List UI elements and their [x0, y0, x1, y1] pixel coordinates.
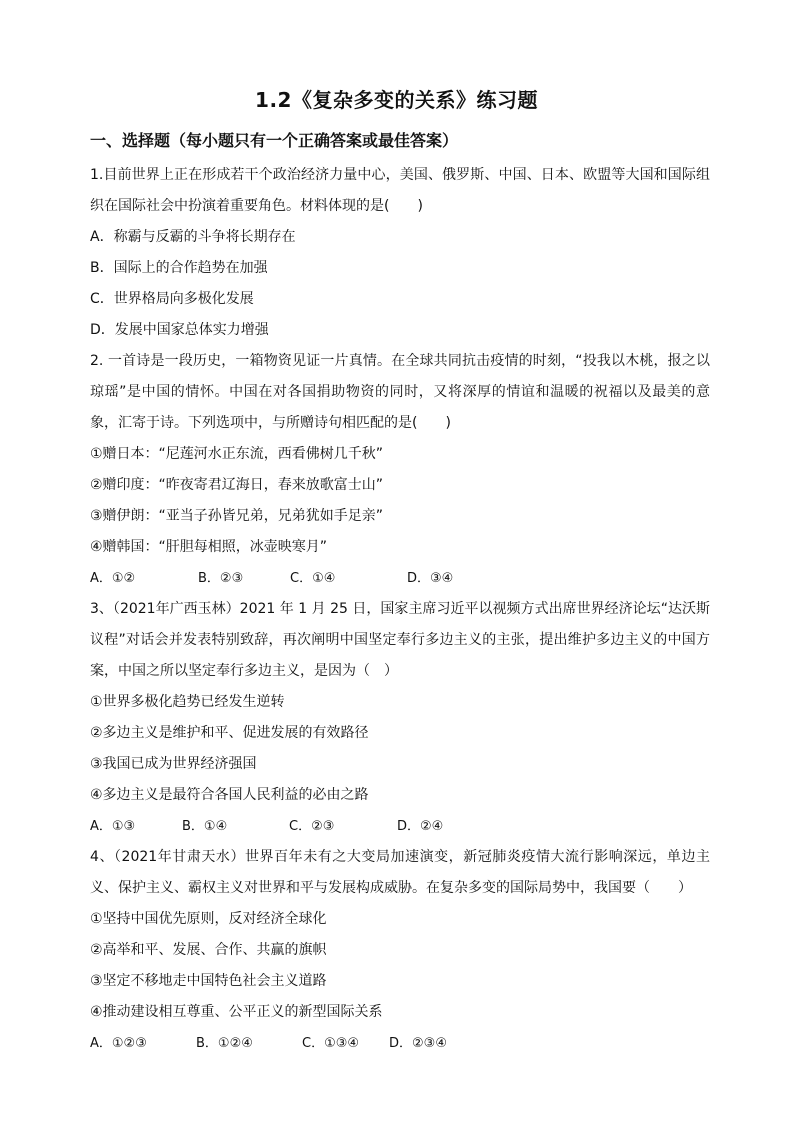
question-4-stem: 4、（2021年甘肃天水）世界百年未有之大变局加速演变，新冠肺炎疫情大流行影响深远，单边主义、保护主义、霸权主义对世界和平与发展构成威胁。在复杂多变的国际局势中，我国要（ ）: [90, 849, 710, 896]
question-2-option-c: C．①④: [290, 571, 336, 586]
question-2-option-b: B．②③: [198, 571, 244, 586]
question-3-options: [90, 811, 710, 842]
question-4: [90, 842, 710, 1059]
question-4-statement-4: ④推动建设相互尊重、公平正义的新型国际关系: [90, 1004, 383, 1020]
question-1-option-c: C．世界格局向多极化发展: [90, 291, 254, 307]
question-1-stem: 1.目前世界上正在形成若干个政治经济力量中心，美国、俄罗斯、中国、日本、欧盟等大国和国际组织在国际社会中扮演着重要角色。材料体现的是( ): [90, 167, 710, 214]
question-2-statement-4: ④赠韩国：“肝胆每相照，冰壶映寒月”: [90, 539, 328, 555]
question-3-statement-2: ②多边主义是维护和平、促进发展的有效路径: [90, 725, 369, 741]
question-4-statement-1: ①坚持中国优先原则，反对经济全球化: [90, 911, 327, 927]
question-3-statement-3: ③我国已成为世界经济强国: [90, 756, 257, 772]
question-2-statement-1: ①赠日本：“尼莲河水正东流，西看佛树几千秋”: [90, 446, 384, 462]
question-2-stem: 2. 一首诗是一段历史，一箱物资见证一片真情。在全球共同抗击疫情的时刻，“投我以木桃，报之以琼瑶”是中国的情怀。中国在对各国捐助物资的同时，又将深厚的情谊和温暖的祝福以及最美的意象，汇寄于诗。下列选项中，与所赠诗句相匹配的是( ): [90, 353, 710, 431]
question-4-options: [90, 1028, 710, 1059]
question-4-option-b: B．①②④: [196, 1036, 253, 1051]
question-2-option-a: A．①②: [90, 571, 136, 586]
question-4-option-d: D．②③④: [389, 1036, 447, 1051]
question-3-option-a: A．①③: [90, 819, 136, 834]
question-2-option-d: D．③④: [407, 571, 454, 586]
question-1: [90, 160, 710, 346]
question-4-statement-2: ②高举和平、发展、合作、共赢的旗帜: [90, 942, 327, 958]
question-1-option-a: A．称霸与反霸的斗争将长期存在: [90, 229, 296, 245]
question-3-statement-4: ④多边主义是最符合各国人民利益的必由之路: [90, 787, 369, 803]
question-2-statement-2: ②赠印度：“昨夜寄君辽海日，春来放歌富士山”: [90, 477, 384, 493]
question-3-statement-1: ①世界多极化趋势已经发生逆转: [90, 694, 285, 710]
question-3-option-d: D．②④: [397, 819, 444, 834]
question-list: [90, 160, 710, 1059]
question-3: [90, 594, 710, 842]
question-4-statement-3: ③坚定不移地走中国特色社会主义道路: [90, 973, 327, 989]
question-2: [90, 346, 710, 594]
question-2-statement-3: ③赠伊朗：“亚当子孙皆兄弟，兄弟犹如手足亲”: [90, 508, 384, 524]
question-4-option-a: A．①②③: [90, 1036, 147, 1051]
question-1-option-b: B．国际上的合作趋势在加强: [90, 260, 268, 276]
question-3-option-b: B．①④: [182, 819, 228, 834]
question-3-stem: 3、（2021年广西玉林）2021 年 1 月 25 日，国家主席习近平以视频方式出席世界经济论坛“达沃斯议程”对话会并发表特别致辞，再次阐明中国坚定奉行多边主义的主张，提出维护多边主义的中国方案，中国之所以坚定奉行多边主义，是因为（ ）: [90, 601, 710, 679]
page-title: 1.2《复杂多变的关系》练习题: [255, 88, 538, 112]
question-1-option-d: D．发展中国家总体实力增强: [90, 322, 269, 338]
question-3-option-c: C．②③: [289, 819, 335, 834]
question-4-option-c: C．①③④: [302, 1036, 360, 1051]
question-2-options: [90, 563, 710, 594]
section-heading: 一、选择题（每小题只有一个正确答案或最佳答案）: [90, 131, 459, 150]
